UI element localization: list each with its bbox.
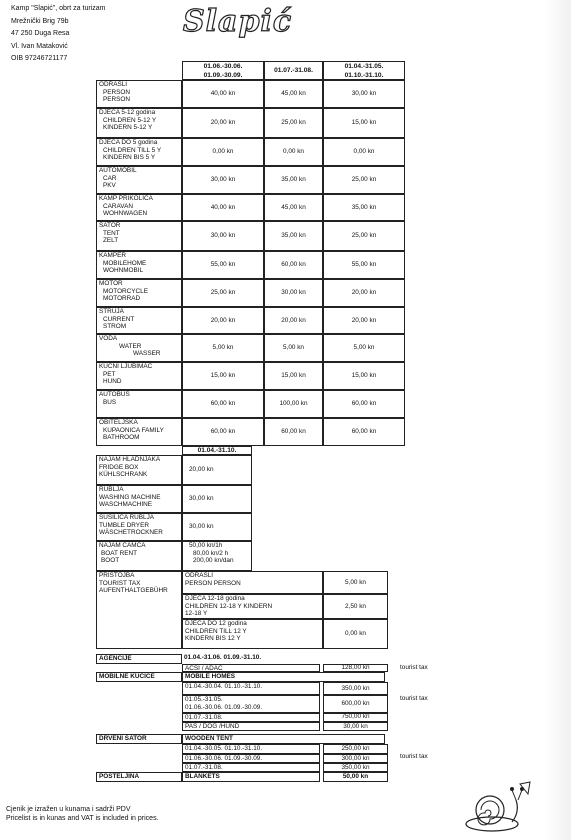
wooden-tent-price-text: 350,00 kn xyxy=(341,763,370,771)
price-cell-text: 40,00 kn xyxy=(210,90,236,98)
price-row-label xyxy=(96,138,182,166)
price-row-label-text: PERSON xyxy=(103,96,130,104)
agencies-period xyxy=(182,654,392,664)
tourist-tax-group xyxy=(0,571,571,649)
mobile-home-period xyxy=(182,682,320,695)
price-cell xyxy=(182,194,264,221)
price-row-label-text: DJECA DO 5 godina xyxy=(99,139,158,146)
rental-label-text: BOAT RENT xyxy=(101,549,137,557)
linen-label-text: POSTELJINA xyxy=(99,773,140,780)
rental-label-text: KÜHLSCHRANK xyxy=(99,471,148,479)
price-cell xyxy=(323,334,405,362)
company-info xyxy=(11,3,105,66)
linen-price xyxy=(323,772,388,782)
rental-price xyxy=(182,541,252,571)
mobile-homes-title-text: MOBILE HOMES xyxy=(185,673,236,680)
price-cell-text: 60,00 kn xyxy=(351,428,377,436)
price-cell-text: 15,00 kn xyxy=(351,372,377,380)
price-row xyxy=(0,418,571,446)
price-row-label xyxy=(96,80,182,108)
price-row-label-text: WOHNWAGEN xyxy=(103,210,148,218)
price-cell xyxy=(182,334,264,362)
price-row-label-text: ZELT xyxy=(103,237,119,245)
price-cell-text: 30,00 kn xyxy=(351,90,377,98)
price-row-label-text: CARAVAN xyxy=(103,202,133,210)
mobile-home-period-text: PAS / DOG /HUND xyxy=(185,723,240,730)
mobile-home-period-text: 01.05.-31.05. xyxy=(185,696,223,703)
price-cell xyxy=(323,251,405,279)
mobile-home-period-text: 01.07.-31.08. xyxy=(185,714,223,721)
mobile-home-row xyxy=(0,713,571,722)
footer-note-hr: Cjenik je izražen u kunama i sadrži PDV xyxy=(6,806,131,813)
tourist-tax-row-label-text: CHILDREN 12-18 Y KINDERN xyxy=(185,602,273,610)
price-row-label-text: KAMPER xyxy=(99,252,126,259)
season-header-late-text: 01.04.-31.05. xyxy=(344,62,384,70)
rental-label xyxy=(96,513,182,541)
price-cell-text: 15,00 kn xyxy=(210,372,236,380)
price-cell-text: 60,00 kn xyxy=(210,428,236,436)
season-header-early-text: 01.06.-30.06. xyxy=(203,62,243,70)
price-cell-text: 20,00 kn xyxy=(351,289,377,297)
price-cell-text: 5,00 kn xyxy=(283,344,304,352)
tourist-tax-note: tourist tax xyxy=(400,753,428,760)
price-row-label xyxy=(96,334,182,362)
price-row-label-text: KINDERN 5-12 Y xyxy=(103,124,153,132)
rental-label-text: FRIDGE BOX xyxy=(99,463,139,471)
price-cell-text: 25,00 kn xyxy=(351,176,377,184)
price-row-label-text: KUPAONICA FAMILY xyxy=(103,426,164,434)
price-cell-text: 15,00 kn xyxy=(281,372,306,380)
price-row-label-text: AUTOMOBIL xyxy=(99,167,137,174)
wooden-tent-period-text: 01.07.-31.08. xyxy=(185,764,223,771)
wooden-tent-row xyxy=(0,754,571,763)
price-row-label-text: AUTOBUS xyxy=(99,391,130,398)
rental-row xyxy=(0,513,571,541)
price-row-label-text: KAMP PRIKOLICA xyxy=(99,195,153,202)
tourist-tax-row-label-text: DJECA DO 12 godina xyxy=(185,620,247,627)
season-header-row xyxy=(0,61,571,80)
price-row-label-text: ŠATOR xyxy=(99,222,121,229)
rental-price xyxy=(182,455,252,485)
rental-row xyxy=(0,541,571,571)
mobile-home-period xyxy=(182,713,320,722)
price-cell-text: 60,00 kn xyxy=(351,400,377,408)
wooden-tent-title xyxy=(182,734,385,744)
price-cell xyxy=(323,307,405,334)
price-cell xyxy=(182,307,264,334)
price-cell-text: 35,00 kn xyxy=(351,203,377,211)
price-row-label xyxy=(96,418,182,446)
tourist-tax-price-text: 2,50 kn xyxy=(345,602,366,610)
tourist-tax-row-label-text: ODRASLI xyxy=(185,572,214,579)
price-row-label-text: MOTORCYCLE xyxy=(103,287,148,295)
rental-price xyxy=(182,485,252,513)
mobile-home-period xyxy=(182,722,320,731)
price-row-label-text: OBITELJSKA xyxy=(99,419,138,426)
wooden-tent-label xyxy=(96,734,182,744)
footer-note-en: Pricelist is in kunas and VAT is included in prices. xyxy=(6,815,159,822)
tourist-tax-note: tourist tax xyxy=(400,664,428,671)
price-row xyxy=(0,390,571,418)
price-cell xyxy=(264,138,323,166)
tourist-tax-price xyxy=(323,594,388,619)
rental-label xyxy=(96,485,182,513)
agencies-row xyxy=(0,664,571,672)
mobile-homes-label xyxy=(96,672,182,682)
price-row xyxy=(0,194,571,221)
price-cell xyxy=(323,418,405,446)
price-cell-text: 60,00 kn xyxy=(281,428,306,436)
price-cell-text: 55,00 kn xyxy=(210,261,236,269)
wooden-tent-period xyxy=(182,763,320,772)
price-cell xyxy=(323,390,405,418)
rental-label-text: BOOT xyxy=(101,557,120,565)
price-row xyxy=(0,108,571,138)
price-cell xyxy=(264,80,323,108)
price-cell xyxy=(323,362,405,390)
wooden-tent-price-text: 250,00 kn xyxy=(341,745,370,753)
price-row-label xyxy=(96,221,182,251)
price-cell xyxy=(182,362,264,390)
rental-price-text: 20,00 kn xyxy=(189,466,214,474)
price-cell-text: 0,00 kn xyxy=(353,148,375,156)
price-row-label-text: BUS xyxy=(103,398,117,406)
price-cell xyxy=(323,194,405,221)
mobile-home-price xyxy=(323,695,388,713)
rental-label-text: SUŠILICA RUBLJA xyxy=(99,514,155,521)
price-row-label-text: MOBILEHOME xyxy=(103,259,147,267)
price-row-label-text: CHILDREN 5-12 Y xyxy=(103,116,157,124)
price-row-label-text: STROM xyxy=(103,323,127,331)
price-cell-text: 30,00 kn xyxy=(210,232,236,240)
rental-label-text: RUBLJA xyxy=(99,486,124,493)
slapic-logo xyxy=(183,4,333,40)
wooden-tent-period xyxy=(182,744,320,754)
price-row-label-text: CURRENT xyxy=(103,315,135,323)
price-cell-text: 20,00 kn xyxy=(351,316,377,324)
price-cell xyxy=(264,194,323,221)
price-row xyxy=(0,279,571,307)
price-cell xyxy=(264,390,323,418)
wooden-tent-price xyxy=(323,744,388,754)
price-cell xyxy=(323,221,405,251)
rental-label-text: NAJAM HLADNJAKA xyxy=(99,456,161,463)
rental-label-text: NAJAM ČAMCA xyxy=(99,542,146,549)
linen-price-text: 50,00 kn xyxy=(342,773,369,781)
company-line: 47 250 Duga Resa xyxy=(11,30,70,38)
rental-price-text: 30,00 kn xyxy=(189,495,214,503)
tourist-tax-note: tourist tax xyxy=(400,695,428,702)
season-header-early xyxy=(182,61,264,80)
wooden-tent-price xyxy=(323,763,388,772)
agency-price-text: 128,00 kn xyxy=(341,664,370,672)
tourist-tax-row-label xyxy=(182,594,323,619)
company-line: Vl. Ivan Mataković xyxy=(11,42,68,50)
price-row-label-text: PERSON xyxy=(103,88,130,96)
price-row xyxy=(0,362,571,390)
price-row-label xyxy=(96,194,182,221)
price-cell xyxy=(264,418,323,446)
company-line: OIB 97246721177 xyxy=(11,55,68,63)
price-cell xyxy=(182,251,264,279)
price-cell-text: 60,00 kn xyxy=(210,400,236,408)
agencies-period-text: 01.04.-31.06. 01.09.-31.10. xyxy=(184,654,262,661)
price-cell xyxy=(182,279,264,307)
tourist-tax-row xyxy=(0,571,571,594)
price-cell xyxy=(264,279,323,307)
rental-row xyxy=(0,455,571,485)
price-row-label-text: WOHNMOBIL xyxy=(103,267,144,275)
price-cell-text: 100,00 kn xyxy=(279,400,308,408)
price-row-label-text: STRUJA xyxy=(99,308,124,315)
agencies-label xyxy=(96,654,182,664)
tourist-tax-row-label-text: PERSON PERSON xyxy=(185,579,241,587)
agencies-label-text: AGENCIJE xyxy=(99,655,132,662)
price-row-label-text: CHILDREN TILL 5 Y xyxy=(103,146,162,154)
tourist-tax-row-label xyxy=(182,571,323,594)
price-cell-text: 40,00 kn xyxy=(210,203,236,211)
price-cell-text: 25,00 kn xyxy=(281,119,306,127)
mobile-home-row xyxy=(0,695,571,713)
company-line: Kamp "Slapić", obrt za turizam xyxy=(11,5,106,12)
price-cell-text: 20,00 kn xyxy=(210,119,236,127)
price-row-label-text: WASSER xyxy=(133,350,161,358)
linen-label xyxy=(96,772,182,782)
tourist-tax-price xyxy=(323,571,388,594)
tourist-tax-price-text: 0,00 kn xyxy=(345,630,366,638)
price-row-label-text: VODA xyxy=(99,335,118,342)
rental-label xyxy=(96,541,182,571)
price-cell xyxy=(182,138,264,166)
tourist-tax-label-text: PRISTOJBA xyxy=(99,572,135,579)
tourist-tax-row-label-text: CHILDREN TILL 12 Y xyxy=(185,627,247,635)
rental-period-row xyxy=(0,446,571,455)
rental-price-text: 200,00 kn/dan xyxy=(193,557,234,565)
price-cell xyxy=(264,362,323,390)
price-cell-text: 20,00 kn xyxy=(281,316,306,324)
mobile-home-row xyxy=(0,722,571,731)
mobile-homes-label-text: MOBILNE KUĆICE xyxy=(99,673,155,680)
tourist-tax-row xyxy=(0,594,571,619)
wooden-tent-label-text: DRVENI ŠATOR xyxy=(99,735,147,742)
mobile-home-price-text: 750,00 kn xyxy=(341,713,370,721)
rental-period xyxy=(182,446,252,455)
price-cell xyxy=(323,138,405,166)
rental-row xyxy=(0,485,571,513)
price-cell xyxy=(182,390,264,418)
linen-title-text: BLANKETS xyxy=(185,773,220,780)
price-cell xyxy=(264,307,323,334)
tourist-tax-label-text: AUFENTHALTGEBÜHR xyxy=(99,587,168,595)
price-cell xyxy=(182,418,264,446)
rental-price xyxy=(182,513,252,541)
price-cell-text: 25,00 kn xyxy=(351,232,377,240)
price-row xyxy=(0,251,571,279)
agency-name-text: ACSI / ADAC xyxy=(185,665,223,672)
price-row xyxy=(0,166,571,194)
rental-price-text: 80,00 kn/2 h xyxy=(193,549,229,557)
rental-price-text: 30,00 kn xyxy=(189,523,214,531)
price-cell xyxy=(323,108,405,138)
price-cell-text: 0,00 kn xyxy=(212,148,234,156)
rental-label-text: WASCHMACHINE xyxy=(99,501,153,509)
price-row xyxy=(0,138,571,166)
rental-label-text: WASHING MACHINE xyxy=(99,493,161,501)
mobile-home-row xyxy=(0,682,571,695)
price-row-label-text: MOTOR xyxy=(99,280,123,287)
wooden-tent-price xyxy=(323,754,388,763)
logo-text: Slapić xyxy=(183,4,293,39)
price-cell xyxy=(182,166,264,194)
price-cell-text: 5,00 kn xyxy=(353,344,375,352)
agency-name xyxy=(182,664,320,672)
mobile-home-price xyxy=(323,713,388,722)
wooden-tent-row xyxy=(0,763,571,772)
price-cell xyxy=(264,334,323,362)
mobile-home-period-text: 01.04.-30.04. 01.10.-31.10. xyxy=(185,683,263,690)
price-row-label-text: PET xyxy=(103,370,116,378)
tourist-tax-price xyxy=(323,619,388,649)
price-row-label-text: WATER xyxy=(119,342,142,350)
wooden-tent-period-text: 01.04.-30.05. 01.10.-31.10. xyxy=(185,745,263,752)
price-cell-text: 0,00 kn xyxy=(283,148,304,156)
mobile-homes-title xyxy=(182,672,385,682)
price-row-label xyxy=(96,362,182,390)
price-cell xyxy=(323,166,405,194)
linen-title xyxy=(182,772,320,782)
price-row-label-text: DJECA 5-12 godina xyxy=(99,109,156,116)
price-cell-text: 5,00 kn xyxy=(212,344,234,352)
mobile-homes-header-row xyxy=(0,672,571,682)
price-row-label-text: KUĆNI LJUBIMAC xyxy=(99,363,153,370)
price-row-label-text: CAR xyxy=(103,174,117,182)
price-row-label-text: PKV xyxy=(103,182,116,190)
price-row-label-text: BATHROOM xyxy=(103,434,140,442)
agencies-header-row xyxy=(0,654,571,664)
price-row-label xyxy=(96,390,182,418)
season-header-peak-text: 01.07.-31.08. xyxy=(274,67,313,74)
price-cell-text: 45,00 kn xyxy=(281,203,306,211)
price-row-label xyxy=(96,251,182,279)
price-cell-text: 35,00 kn xyxy=(281,176,306,184)
tourist-tax-row-label-text: KINDERN BIS 12 Y xyxy=(185,635,241,643)
price-cell-text: 30,00 kn xyxy=(210,176,236,184)
rental-price-text: 50,00 kn/1h xyxy=(189,542,223,549)
tourist-tax-row-label-text: DJECA 12-18 godina xyxy=(185,595,245,602)
price-cell xyxy=(323,279,405,307)
rental-label xyxy=(96,455,182,485)
agency-price xyxy=(323,664,388,672)
price-cell-text: 55,00 kn xyxy=(351,261,377,269)
price-row-label-text: KINDERN BIS 5 Y xyxy=(103,154,156,162)
price-row-label-text: ODRASLI xyxy=(99,81,128,88)
mobile-home-period-text: 01.06.-30.06. 01.09.-30.09. xyxy=(185,703,263,711)
tourist-tax-label-text: TOURIST TAX xyxy=(99,579,141,587)
tourist-tax-price-text: 5,00 kn xyxy=(345,578,366,586)
mobile-home-price-text: 350,00 kn xyxy=(341,684,370,692)
price-cell xyxy=(264,221,323,251)
wooden-tent-period-text: 01.06.-30.06. 01.09.-30.09. xyxy=(185,755,263,762)
wooden-tent-period xyxy=(182,754,320,763)
price-cell xyxy=(264,108,323,138)
season-header-late-text: 01.10.-31.10. xyxy=(344,71,384,79)
tourist-tax-row xyxy=(0,619,571,649)
price-row-label xyxy=(96,108,182,138)
price-cell xyxy=(264,251,323,279)
wooden-tent-title-text: WOODEN TENT xyxy=(185,735,233,742)
mobile-home-period xyxy=(182,695,320,713)
price-cell-text: 15,00 kn xyxy=(351,119,377,127)
rental-period-text: 01.04.-31.10. xyxy=(197,447,237,454)
wooden-tent-header-row xyxy=(0,734,571,744)
price-cell xyxy=(182,108,264,138)
tourist-tax-row-label-text: 12-18 Y xyxy=(185,610,208,618)
price-row-label xyxy=(96,166,182,194)
season-header-late xyxy=(323,61,405,80)
price-row-label-text: MOTORRAD xyxy=(103,295,141,303)
price-row xyxy=(0,334,571,362)
mobile-home-price xyxy=(323,722,388,731)
price-cell-text: 25,00 kn xyxy=(210,289,236,297)
price-cell xyxy=(323,80,405,108)
price-cell-text: 30,00 kn xyxy=(281,289,306,297)
price-cell xyxy=(264,166,323,194)
mobile-home-price-text: 30,00 kn xyxy=(343,722,368,730)
company-line: Mrežnički Brig 79b xyxy=(11,17,69,25)
wooden-tent-row xyxy=(0,744,571,754)
rental-label-text: TUMBLE DRYER xyxy=(99,521,149,529)
price-cell xyxy=(182,221,264,251)
price-row-label-text: HUND xyxy=(103,378,122,386)
price-cell-text: 60,00 kn xyxy=(281,261,306,269)
price-row xyxy=(0,80,571,108)
rental-label-text: WÄSCHETROCKNER xyxy=(99,529,163,537)
price-row-label xyxy=(96,307,182,334)
price-row xyxy=(0,221,571,251)
wooden-tent-price-text: 300,00 kn xyxy=(341,754,370,762)
price-row-label xyxy=(96,279,182,307)
price-cell-text: 20,00 kn xyxy=(210,316,236,324)
mobile-home-price-text: 600,00 kn xyxy=(341,700,370,708)
season-header-peak xyxy=(264,61,323,80)
mobile-home-price xyxy=(323,682,388,695)
tourist-tax-row-label xyxy=(182,619,323,649)
price-cell-text: 35,00 kn xyxy=(281,232,306,240)
snail-mascot-icon xyxy=(462,780,540,838)
price-cell-text: 45,00 kn xyxy=(281,90,306,98)
price-row-label-text: TENT xyxy=(103,229,120,237)
price-cell xyxy=(182,80,264,108)
price-row xyxy=(0,307,571,334)
season-header-early-text: 01.09.-30.09. xyxy=(203,71,243,79)
